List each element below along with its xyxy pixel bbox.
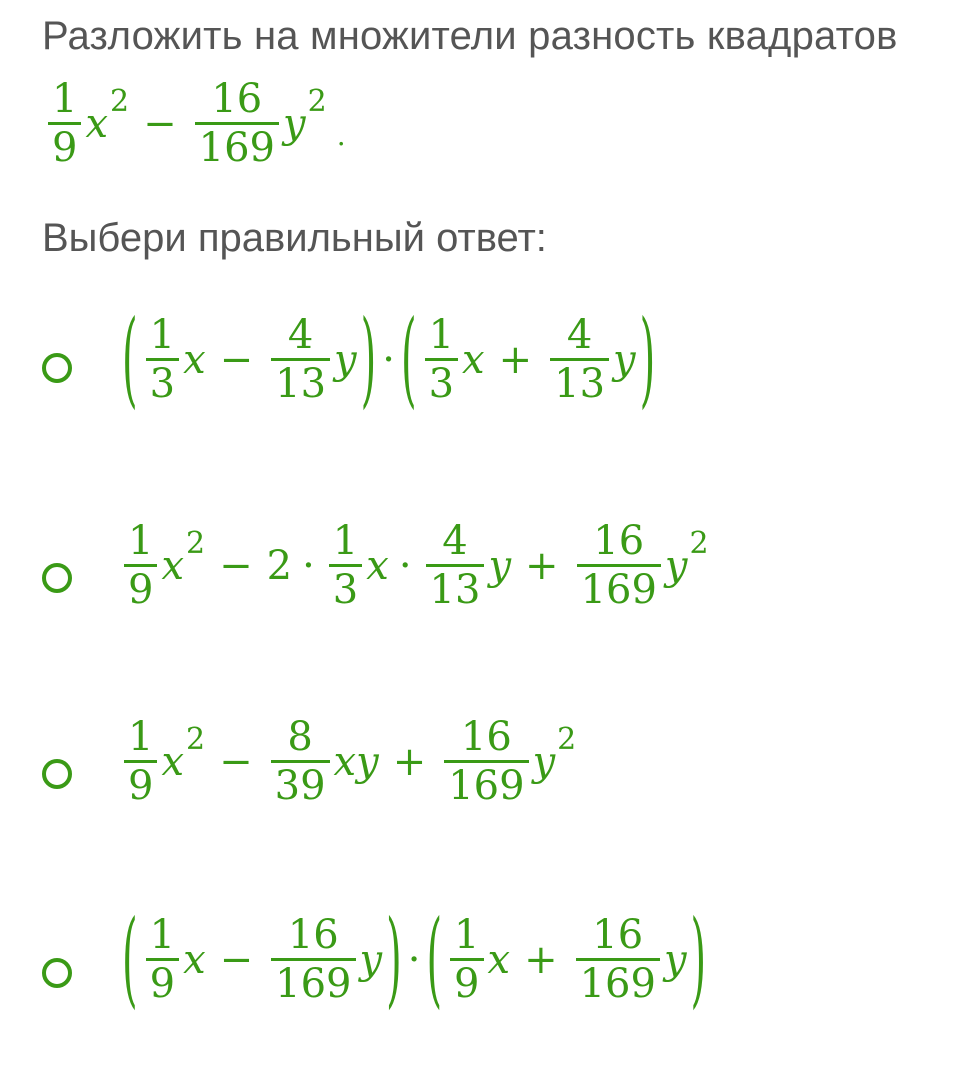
option-3[interactable]: $\frac{1}{9}$ x 2 − $\frac{8}{39}$ xy + $\frac{16}{169}$ y 2 <box>0 706 957 846</box>
prompt-text: Выбери правильный ответ: <box>42 216 547 260</box>
fraction: $\frac{4}{13}$ <box>271 314 330 405</box>
radio-button-3[interactable] <box>42 759 72 789</box>
fraction: $\frac{8}{39}$ <box>271 716 330 807</box>
fraction: $\frac{1}{9}$ <box>450 914 483 1005</box>
radio-button-2[interactable] <box>42 563 72 593</box>
radio-button-1[interactable] <box>42 353 72 383</box>
fraction: $\frac{16}{169}$ <box>576 914 660 1005</box>
fraction: $\frac{1}{3}$ <box>425 314 458 405</box>
option-2[interactable]: $\frac{1}{9}$ x 2 − 2 · $\frac{1}{3}$ x · $\frac{4}{13}$ y + $\frac{16}{169}$ y 2 <box>0 510 957 650</box>
fraction: $\frac{4}{13}$ <box>550 314 609 405</box>
fraction: $\frac{1}{9}$ <box>146 914 179 1005</box>
task-expression: $\frac{1}{9}$ x 2 − $\frac{16}{169}$ y 2 . <box>44 78 346 169</box>
fraction: $\frac{16}{169}$ <box>444 716 528 807</box>
fraction: $\frac{1}{3}$ <box>329 520 362 611</box>
fraction: $\frac{1}{9}$ <box>48 78 81 169</box>
task-title: Разложить на множители разность квадратов <box>42 14 898 58</box>
fraction: $\frac{16}{169}$ <box>271 914 355 1005</box>
radio-button-4[interactable] <box>42 958 72 988</box>
fraction: $\frac{1}{9}$ <box>124 716 157 807</box>
fraction: $\frac{16}{169}$ <box>195 78 279 169</box>
option-1[interactable]: ( $\frac{1}{3}$ x − $\frac{4}{13}$ y ) · ( $\frac{1}{3}$ x + $\frac{4}{13}$ y ) <box>0 300 957 440</box>
option-4[interactable]: ( $\frac{1}{9}$ x − $\frac{16}{169}$ y ) · ( $\frac{1}{9}$ x + $\frac{16}{169}$ y ) <box>0 900 957 1050</box>
fraction: $\frac{1}{3}$ <box>146 314 179 405</box>
fraction: $\frac{1}{9}$ <box>124 520 157 611</box>
fraction: $\frac{4}{13}$ <box>426 520 485 611</box>
fraction: $\frac{16}{169}$ <box>577 520 661 611</box>
